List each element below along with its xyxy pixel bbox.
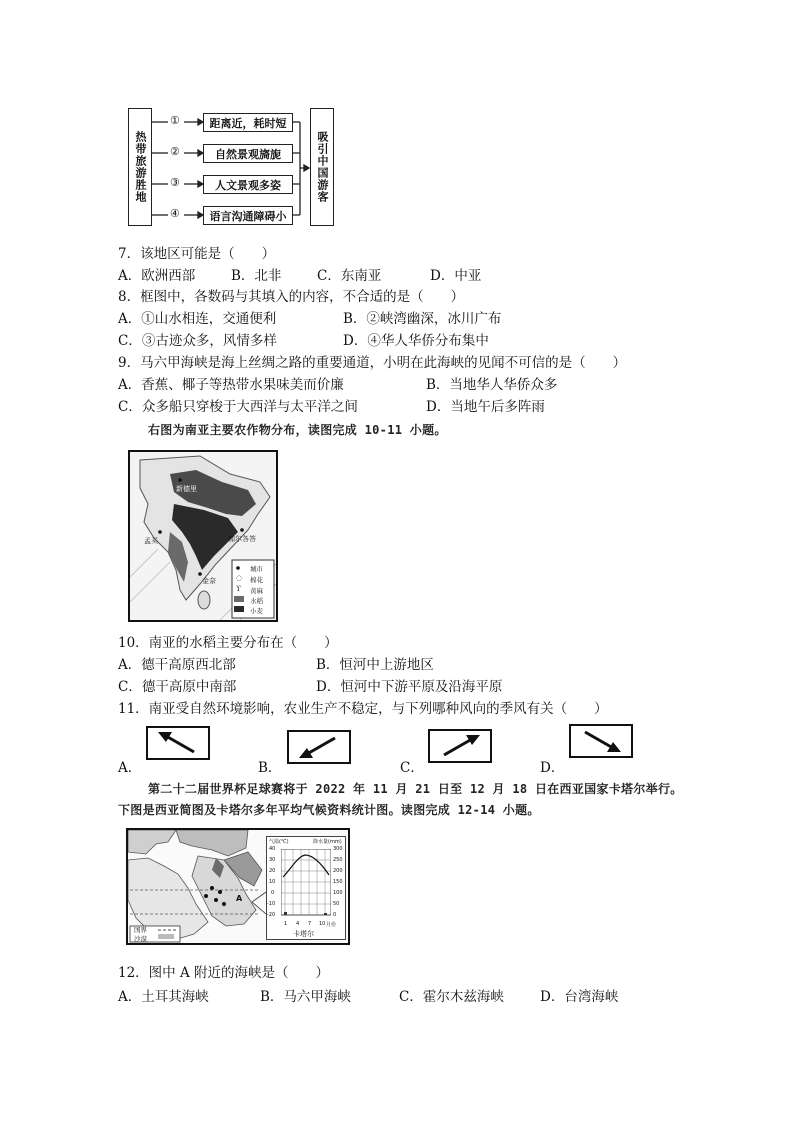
map1-label-chennai: 金奈 — [202, 577, 216, 585]
chart-right-tick: 200 — [333, 868, 343, 874]
arrow-northeast-icon — [430, 731, 490, 761]
map1-label-new-delhi: 新德里 — [176, 485, 197, 493]
diagram-num-1: ① — [170, 114, 180, 127]
map1-legend-city: 城市 — [250, 565, 263, 573]
chart-x-unit: 月份 — [326, 922, 337, 928]
diagram-box-3: 人文景观多姿 — [203, 175, 293, 194]
chart-left-tick: -10 — [267, 901, 276, 907]
q7-option-a: A．欧洲西部 — [118, 268, 196, 284]
intro-south-asia: 右图为南亚主要农作物分布，读图完成 10-11 小题。 — [148, 423, 447, 437]
map1-legend-jute: 黄麻 — [250, 587, 263, 595]
chart-ylabel-left: 气温(℃) — [269, 839, 289, 845]
chart-right-tick: 0 — [333, 912, 337, 918]
map2-legend-desert: 沙漠 — [134, 935, 147, 943]
chart-x-tick: 1 — [284, 921, 288, 927]
diagram-num-2: ② — [170, 145, 180, 158]
arrow-southwest-icon — [289, 732, 349, 762]
chart-left-tick: 0 — [271, 890, 275, 896]
q9-stem: 9．马六甲海峡是海上丝绸之路的重要通道，小明在此海峡的见闻不可信的是（ ） — [118, 355, 627, 371]
qatar-climate-chart — [266, 836, 346, 940]
chart-caption: 卡塔尔 — [293, 930, 314, 938]
q11-option-b-box — [287, 730, 351, 764]
arrow-northwest-icon — [148, 728, 208, 758]
map1-legend-wheat: 小麦 — [250, 607, 263, 615]
diagram-box-1: 距离近，耗时短 — [203, 113, 293, 132]
q11-option-d-box — [569, 724, 633, 758]
intro-west-asia-line2: 下图是西亚简图及卡塔尔多年平均气候资料统计图。读图完成 12-14 小题。 — [118, 803, 540, 817]
q8-option-a: A．①山水相连，交通便利 — [118, 311, 277, 327]
q8-option-c: C．③古迹众多，风情多样 — [118, 333, 277, 349]
svg-text:ϒ: ϒ — [236, 585, 241, 593]
chart-right-tick: 250 — [333, 857, 343, 863]
svg-text:◌: ◌ — [236, 574, 243, 582]
chart-right-tick: 50 — [333, 901, 340, 907]
q7-option-c: C．东南亚 — [317, 268, 382, 284]
west-asia-map — [126, 828, 350, 945]
diagram-box-4: 语言沟通障碍小 — [203, 206, 293, 225]
q9-option-d: D．当地午后多阵雨 — [426, 399, 545, 415]
q8-option-d: D．④华人华侨分布集中 — [343, 333, 489, 349]
map1-label-mumbai: 孟买 — [144, 537, 158, 545]
diagram-right-label: 吸引中国游客 — [316, 131, 329, 203]
q11-stem: 11．南亚受自然环境影响，农业生产不稳定，与下列哪种风向的季风有关（ ） — [118, 701, 608, 717]
q8-option-b: B．②峡湾幽深，冰川广布 — [343, 311, 502, 327]
chart-left-tick: 20 — [269, 868, 276, 874]
map1-legend-cotton: 棉花 — [250, 576, 263, 584]
chart-right-tick: 300 — [333, 846, 343, 852]
q12-option-b: B．马六甲海峡 — [260, 989, 351, 1005]
q12-option-c: C．霍尔木兹海峡 — [399, 989, 504, 1005]
q12-option-a: A．土耳其海峡 — [118, 989, 209, 1005]
map1-label-kolkata: 加尔各答 — [228, 535, 256, 543]
q10-stem: 10．南亚的水稻主要分布在（ ） — [118, 635, 338, 651]
q12-stem: 12．图中 A 附近的海峡是（ ） — [118, 965, 330, 981]
q12-option-d: D．台湾海峡 — [540, 989, 619, 1005]
q11-option-a-box — [146, 726, 210, 760]
chart-left-tick: -20 — [267, 912, 276, 918]
q9-option-b: B．当地华人华侨众多 — [426, 377, 558, 393]
q11-option-c-box — [428, 729, 492, 763]
q11-option-b: B． — [258, 760, 282, 776]
diagram-box-2: 自然景观旖旎 — [203, 144, 293, 163]
chart-right-tick: 100 — [333, 890, 343, 896]
chart-x-tick: 4 — [296, 921, 300, 927]
q11-option-c: C． — [400, 760, 424, 776]
q11-option-a: A． — [118, 760, 142, 776]
flow-diagram — [128, 108, 338, 226]
q7-option-b: B．北非 — [231, 268, 282, 284]
map2-legend-border: 国界 — [134, 926, 147, 934]
chart-left-tick: 10 — [269, 879, 276, 885]
map1-legend-rice: 水稻 — [250, 597, 263, 605]
chart-ylabel-right: 降水量(mm) — [313, 839, 342, 845]
chart-x-tick: 10 — [319, 921, 326, 927]
intro-west-asia-line1: 第二十二届世界杯足球赛将于 2022 年 11 月 21 日至 12 月 18 日在西亚国家卡塔尔举行。 — [148, 782, 683, 796]
chart-x-tick: 7 — [308, 921, 312, 927]
diagram-num-4: ④ — [170, 207, 180, 220]
south-asia-map — [128, 450, 278, 622]
q8-stem: 8．框图中，各数码与其填入的内容，不合适的是（ ） — [118, 289, 465, 305]
arrow-southeast-icon — [571, 726, 631, 756]
q7-option-d: D．中亚 — [430, 268, 482, 284]
q10-option-a: A．德干高原西北部 — [118, 657, 236, 673]
diagram-num-3: ③ — [170, 176, 180, 189]
q10-option-b: B．恒河中上游地区 — [316, 657, 434, 673]
diagram-right-box — [310, 108, 334, 226]
map2-marker-a: A — [236, 894, 243, 903]
q11-option-d: D． — [540, 760, 565, 776]
q10-option-c: C．德干高原中南部 — [118, 679, 237, 695]
chart-left-tick: 30 — [269, 857, 276, 863]
chart-right-tick: 150 — [333, 879, 343, 885]
q9-option-c: C．众多船只穿梭于大西洋与太平洋之间 — [118, 399, 358, 415]
q9-option-a: A．香蕉、椰子等热带水果味美而价廉 — [118, 377, 344, 393]
chart-left-tick: 40 — [269, 846, 276, 852]
q10-option-d: D．恒河中下游平原及沿海平原 — [316, 679, 503, 695]
diagram-left-label: 热带旅游胜地 — [134, 131, 147, 203]
chart-plot — [281, 849, 331, 921]
q7-stem: 7．该地区可能是（ ） — [118, 246, 276, 262]
